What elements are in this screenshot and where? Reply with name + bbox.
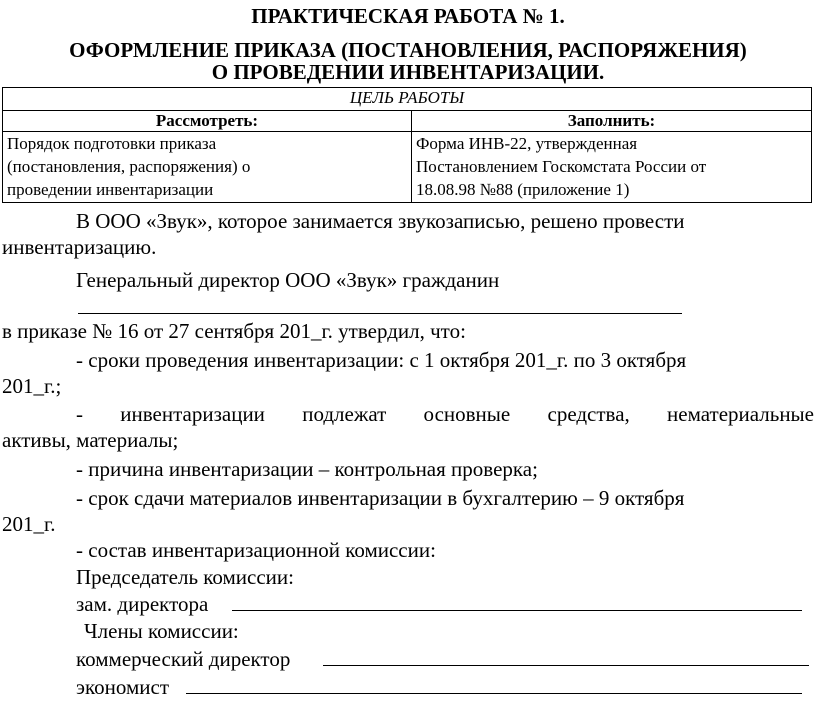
fill-header: Заполнить: <box>412 111 812 132</box>
review-cell <box>3 132 412 203</box>
order-title: ОФОРМЛЕНИЕ ПРИКАЗА (ПОСТАНОВЛЕНИЯ, РАСПОРЯЖЕНИЯ) <box>69 38 747 62</box>
item-reason: - причина инвентаризации – контрольная проверка; <box>76 457 538 481</box>
item-assets: - инвентаризации подлежат основные средства, нематериальные <box>76 402 814 426</box>
paragraph-intro: В ООО «Звук», которое занимается звукозаписью, решено провести <box>76 209 685 233</box>
fill-cell <box>412 132 812 203</box>
fill-line: Форма ИНВ-22, утвержденная <box>416 134 638 153</box>
practical-work-title: ПРАКТИЧЕСКАЯ РАБОТА № 1. <box>251 4 565 28</box>
economist-label: экономист <box>76 675 170 699</box>
review-line: проведении инвентаризации <box>7 180 214 199</box>
review-line: Порядок подготовки приказа <box>7 134 217 153</box>
item-deadline-cont: 201_г. <box>2 512 56 536</box>
item-dates: - сроки проведения инвентаризации: с 1 октября 201_г. по 3 октября <box>76 348 687 372</box>
commercial-director-name-line[interactable] <box>323 665 809 666</box>
goal-caption: ЦЕЛЬ РАБОТЫ <box>3 88 812 111</box>
goal-table <box>2 87 812 203</box>
item-dates-cont: 201_г.; <box>2 374 62 398</box>
deputy-label: зам. директора <box>76 592 209 616</box>
order-subtitle: О ПРОВЕДЕНИИ ИНВЕНТАРИЗАЦИИ. <box>211 60 605 84</box>
item-assets-cont: активы, материалы; <box>2 428 179 452</box>
review-line: (постановления, распоряжения) о <box>7 157 251 176</box>
paragraph-order: в приказе № 16 от 27 сентября 201_г. утвердил, что: <box>2 319 466 343</box>
fill-line: 18.08.98 №88 (приложение 1) <box>416 180 630 199</box>
fill-line: Постановлением Госкомстата России от <box>416 157 707 176</box>
item-deadline: - срок сдачи материалов инвентаризации в бухгалтерию – 9 октября <box>76 486 685 510</box>
review-header: Рассмотреть: <box>3 111 412 132</box>
director-name-line[interactable] <box>78 313 682 314</box>
commercial-director-label: коммерческий директор <box>76 647 291 671</box>
paragraph-director: Генеральный директор ООО «Звук» гражданин <box>76 268 500 292</box>
deputy-name-line[interactable] <box>232 610 802 611</box>
paragraph-intro-cont: инвентаризацию. <box>2 235 157 259</box>
economist-name-line[interactable] <box>186 693 802 694</box>
chair-label: Председатель комиссии: <box>76 565 294 589</box>
item-commission: - состав инвентаризационной комиссии: <box>76 538 436 562</box>
members-label: Члены комиссии: <box>84 619 239 643</box>
